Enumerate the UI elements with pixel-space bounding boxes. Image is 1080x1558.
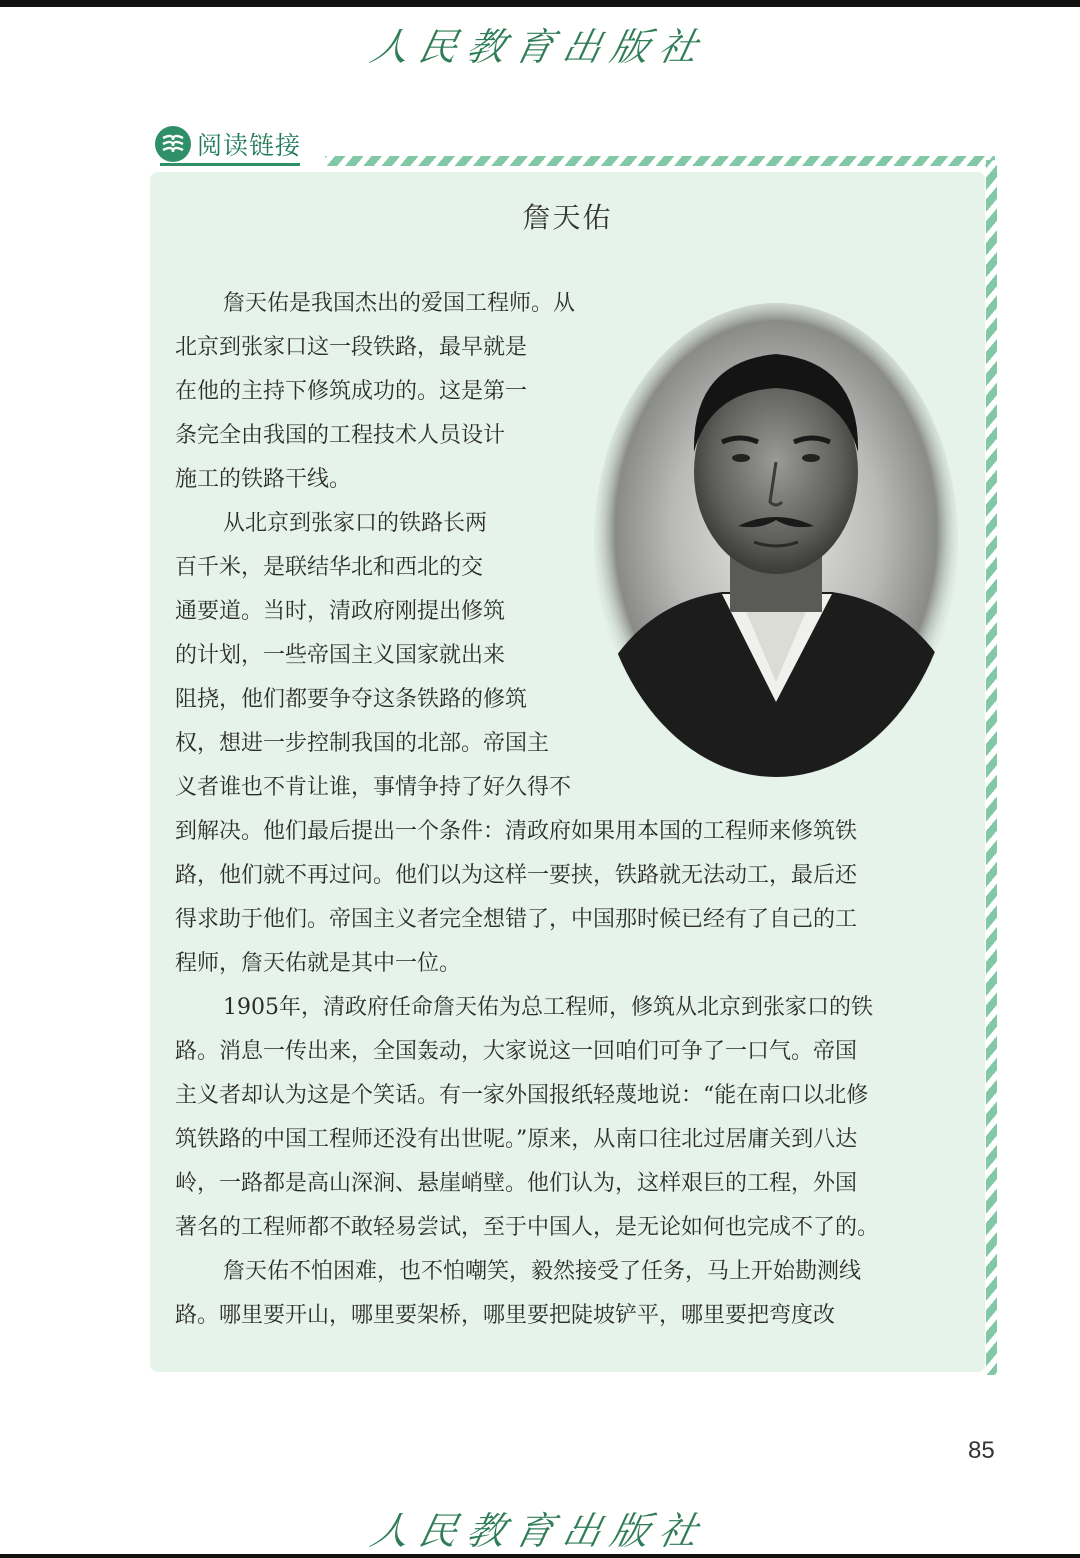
bottom-rule — [0, 1554, 1080, 1558]
article-line: 的计划，一些帝国主义国家就出来 — [175, 643, 506, 668]
article-line: 北京到张家口这一段铁路，最早就是 — [175, 335, 528, 360]
article-line: 路。哪里要开山，哪里要架桥，哪里要把陡坡铲平，哪里要把弯度改 — [175, 1303, 836, 1328]
publisher-footer: 人民教育出版社 — [366, 1509, 712, 1553]
page-number: 85 — [968, 1437, 995, 1464]
article-line: 程师，詹天佑就是其中一位。 — [175, 951, 462, 976]
article-line: 筑铁路的中国工程师还没有出世呢。”原来，从南口往北过居庸关到八达 — [175, 1127, 858, 1152]
card-stripe-right — [986, 160, 997, 1375]
article-line: 著名的工程师都不敢轻易尝试，至于中国人，是无论如何也完成不了的。 — [175, 1215, 880, 1240]
article-line: 得求助于他们。帝国主义者完全想错了，中国那时候已经有了自己的工 — [175, 907, 858, 932]
article-line: 1905年，清政府任命詹天佑为总工程师，修筑从北京到张家口的铁 — [223, 995, 873, 1020]
portrait-photo — [592, 302, 960, 780]
article-line: 路。消息一传出来，全国轰动，大家说这一回咱们可争了一口气。帝国 — [175, 1039, 858, 1064]
article-line: 阻挠，他们都要争夺这条铁路的修筑 — [175, 687, 528, 712]
article-line: 通要道。当时，清政府刚提出修筑 — [175, 599, 506, 624]
article-line: 施工的铁路干线。 — [175, 467, 352, 492]
article-line: 义者谁也不肯让谁，事情争持了好久得不 — [175, 775, 572, 800]
article-line: 詹天佑是我国杰出的爱国工程师。从 — [223, 291, 576, 316]
book-icon — [155, 126, 191, 162]
section-label-text: 阅读链接 — [197, 131, 302, 160]
article-line: 路，他们就不再过问。他们以为这样一要挟，铁路就无法动工，最后还 — [175, 863, 858, 888]
article-line: 从北京到张家口的铁路长两 — [223, 511, 488, 536]
article-line: 主义者却认为这是个笑话。有一家外国报纸轻蔑地说：“能在南口以北修 — [175, 1083, 869, 1108]
article-line: 到解决。他们最后提出一个条件：清政府如果用本国的工程师来修筑铁 — [175, 819, 858, 844]
article-line: 权，想进一步控制我国的北部。帝国主 — [175, 731, 550, 756]
card-stripe-top — [325, 156, 995, 166]
top-rule — [0, 0, 1080, 7]
article-line: 条完全由我国的工程技术人员设计 — [175, 423, 506, 448]
publisher-header: 人民教育出版社 — [366, 25, 712, 69]
article-line: 在他的主持下修筑成功的。这是第一 — [175, 379, 528, 404]
article-line: 詹天佑不怕困难，也不怕嘲笑，毅然接受了任务，马上开始勘测线 — [223, 1259, 862, 1284]
label-underline — [160, 163, 300, 166]
article-line: 岭，一路都是高山深涧、悬崖峭壁。他们认为，这样艰巨的工程，外国 — [175, 1171, 858, 1196]
reading-link-label — [155, 126, 301, 162]
article-line: 百千米，是联结华北和西北的交 — [175, 555, 484, 580]
article-title: 詹天佑 — [522, 201, 613, 234]
